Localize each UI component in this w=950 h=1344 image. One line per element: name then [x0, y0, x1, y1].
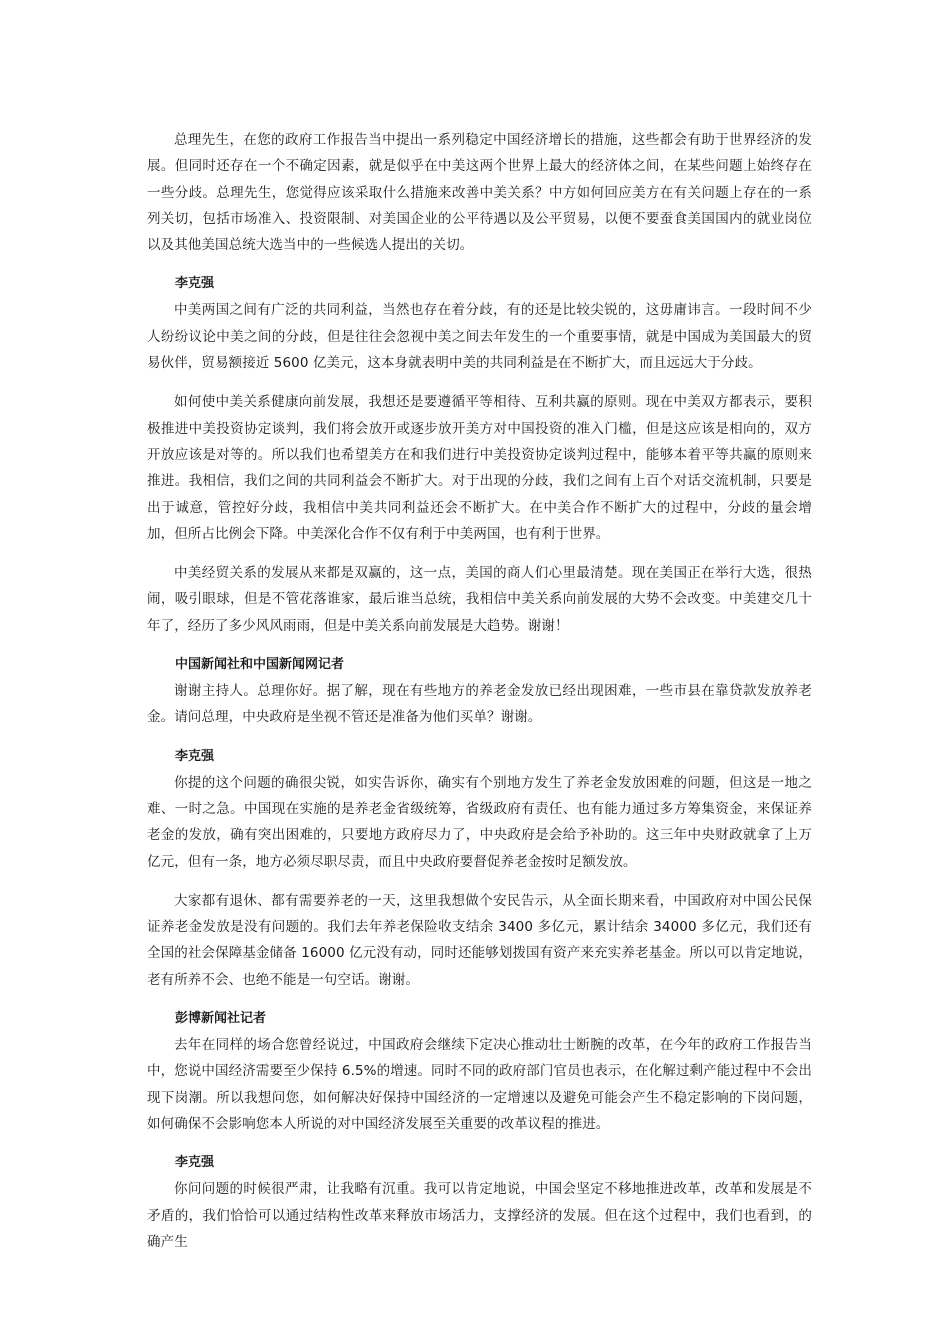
document-body: [147, 127, 812, 1255]
answer-paragraph: 如何使中美关系健康向前发展，我想还是要遵循平等相待、互利共赢的原则。现在中美双方都表示，要积极推进中美投资协定谈判，我们将会放开或逐步放开美方对中国投资的准入门槛，但是这应该是相向的，双方开放应该是对等的。所以我们也希望美方在和我们进行中美投资协定谈判过程中，能够本着平等共赢的原则来推进。我相信，我们之间的共同利益会不断扩大。对于出现的分歧，我们之间有上百个对话交流机制，只要是出于诚意，管控好分歧，我相信中美共同利益还会不断扩大。在中美合作不断扩大的过程中，分歧的量会增加，但所占比例会下降。中美深化合作不仅有利于中美两国，也有利于世界。: [147, 394, 812, 542]
answer-paragraph: 中美两国之间有广泛的共同利益，当然也存在着分歧，有的还是比较尖锐的，这毋庸讳言。一段时间不少人纷纷议论中美之间的分歧，但是往往会忽视中美之间去年发生的一个重要事情，就是中国成为美国最大的贸易伙伴，贸易额接近 5600 亿美元，这本身就表明中美的共同利益是在不断扩大，而且远远大于分歧。: [147, 302, 812, 372]
speaker-name: 李克强: [175, 1155, 215, 1171]
answer-paragraph: 你问问题的时候很严肃，让我略有沉重。我可以肯定地说，中国会坚定不移地推进改革，改革和发展是不矛盾的，我们恰恰可以通过结构性改革来释放市场活力，支撑经济的发展。但在这个过程中，我们也看到，的确产生: [147, 1181, 812, 1250]
question-paragraph: 总理先生，在您的政府工作报告当中提出一系列稳定中国经济增长的措施，这些都会有助于世界经济的发展。但同时还存在一个不确定因素，就是似乎在中美这两个世界上最大的经济体之间，在某些问题上始终存在一些分歧。总理先生，您觉得应该采取什么措施来改善中美关系？中方如何回应美方在有关问题上存在的一系列关切，包括市场准入、投资限制、对美国企业的公平待遇以及公平贸易，以便不要蚕食美国国内的就业岗位以及其他美国总统大选当中的一些候选人提出的关切。: [147, 132, 812, 254]
answer-paragraph: 大家都有退休、都有需要养老的一天，这里我想做个安民告示，从全面长期来看，中国政府对中国公民保证养老金发放是没有问题的。我们去年养老保险收支结余 3400 多亿元，累计结余 34000 多亿元，我们还有全国的社会保障基金储备 16000 亿元没有动，同时还能够划拨国有资产来充实养老基金。所以可以肯定地说，老有所养不会、也绝不能是一句空话。谢谢。: [147, 892, 812, 988]
speaker-name: 中国新闻社和中国新闻网记者: [175, 657, 345, 673]
speaker-name: 李克强: [175, 748, 215, 764]
answer-paragraph: 你提的这个问题的确很尖锐，如实告诉你，确实有个别地方发生了养老金发放困难的问题，但这是一地之难、一时之急。中国现在实施的是养老金省级统筹，省级政府有责任、也有能力通过多方筹集资金，来保证养老金的发放，确有突出困难的，只要地方政府尽力了，中央政府是会给予补助的。这三年中央财政就拿了上万亿元，但有一条，地方必须尽职尽责，而且中央政府要督促养老金按时足额发放。: [147, 774, 812, 870]
question-paragraph: 去年在同样的场合您曾经说过，中国政府会继续下定决心推动壮士断腕的改革，在今年的政府工作报告当中，您说中国经济需要至少保持 6.5%的增速。同时不同的政府部门官员也表示，在化解过剩产能过程中不会出现下岗潮。所以我想问您，如何解决好保持中国经济的一定增速以及避免可能会产生不稳定影响的下岗问题，如何确保不会影响您本人所说的对中国经济发展至关重要的改革议程的推进。: [147, 1037, 812, 1132]
speaker-name: 李克强: [175, 276, 215, 292]
speaker-name: 彭博新闻社记者: [175, 1011, 267, 1027]
question-paragraph: 谢谢主持人。总理你好。据了解，现在有些地方的养老金发放已经出现困难，一些市县在靠贷款发放养老金。请问总理，中央政府是坐视不管还是准备为他们买单？谢谢。: [147, 683, 812, 726]
answer-paragraph: 中美经贸关系的发展从来都是双赢的，这一点，美国的商人们心里最清楚。现在美国正在举行大选，很热闹，吸引眼球，但是不管花落谁家，最后谁当总统，我相信中美关系向前发展的大势不会改变。中美建交几十年了，经历了多少风风雨雨，但是中美关系向前发展是大趋势。谢谢！: [147, 565, 812, 634]
